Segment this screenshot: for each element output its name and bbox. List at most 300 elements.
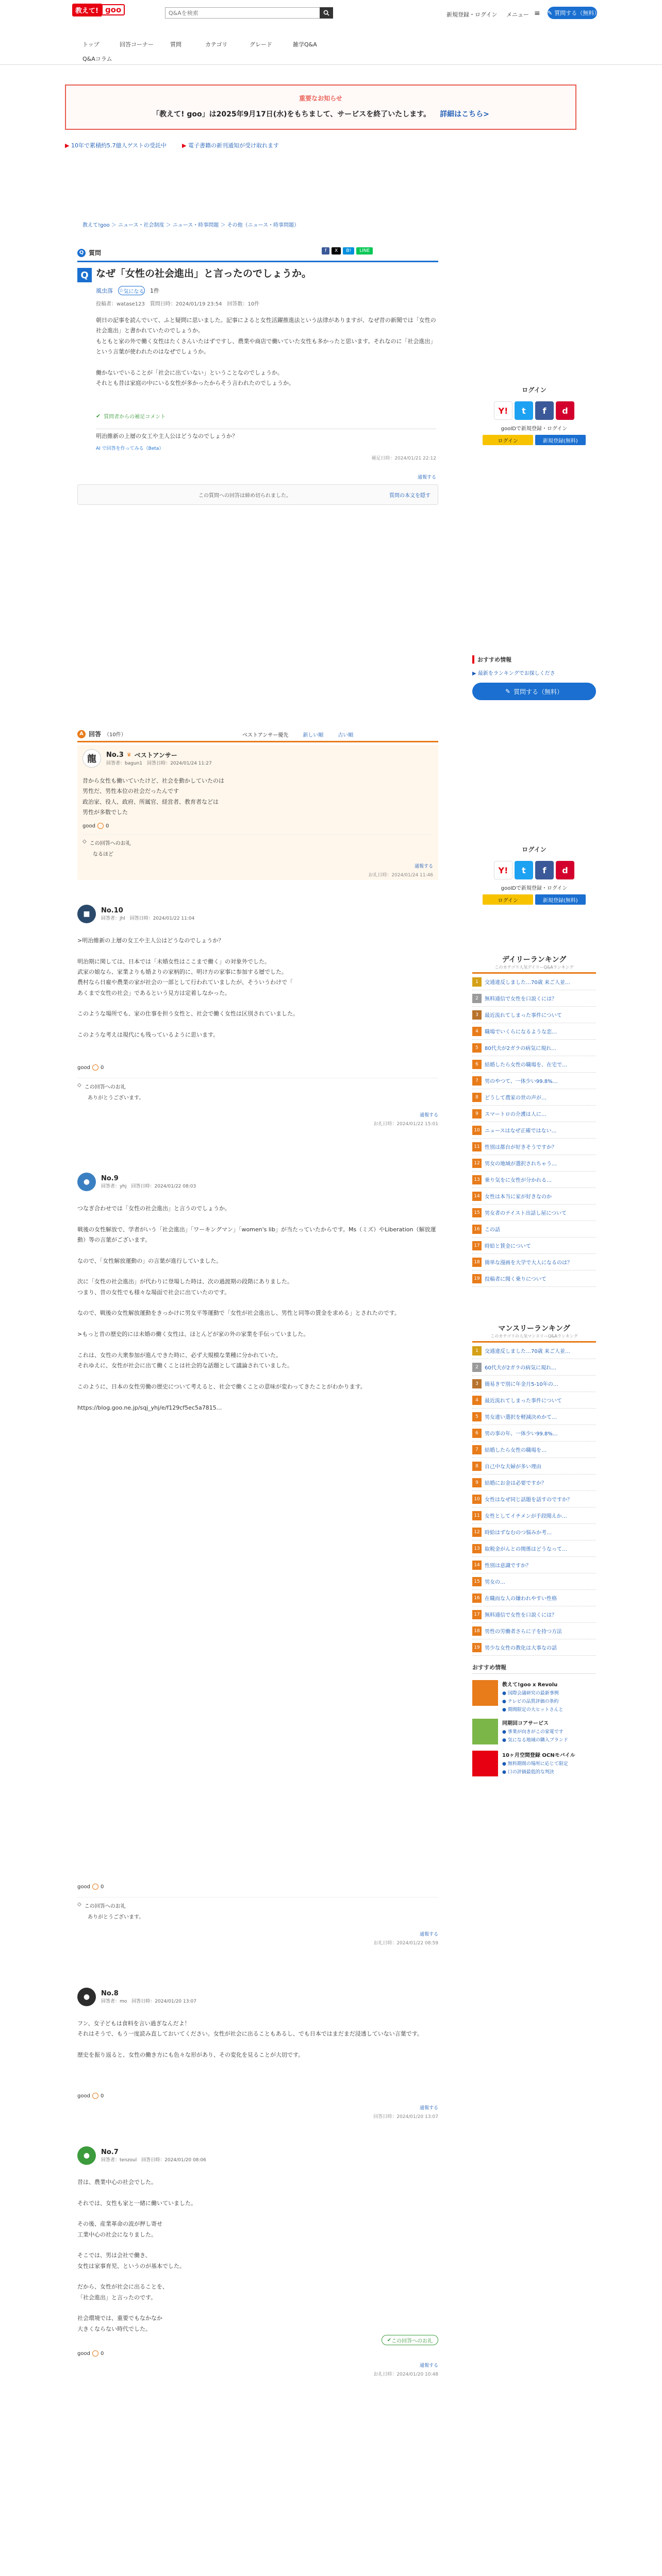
ranking-number: 1 xyxy=(472,1346,482,1355)
ranking-item-label: 女性としてイチメンが手段聞えか… xyxy=(485,1514,567,1519)
ranking-number: 11 xyxy=(472,1511,482,1520)
ranking-item[interactable] xyxy=(472,1376,596,1392)
ranking-item-label: スマートロの介護は人に… xyxy=(485,1112,547,1117)
ranking-item[interactable] xyxy=(472,1089,596,1106)
question-user-link[interactable]: 風虫落 xyxy=(96,287,113,294)
answer-no9-card xyxy=(77,1173,438,1971)
sidebar-recommend xyxy=(472,655,596,700)
avatar: ● xyxy=(77,2146,96,2165)
logo-part-a: 教えて! xyxy=(72,4,102,16)
ranking-item-label: 男のやつて、一体少い99.8%… xyxy=(485,1079,558,1084)
ranking-number: 12 xyxy=(472,1159,482,1168)
ranking-item-label: 簡単な漫画を大学で大人になるのは？ xyxy=(485,1260,572,1266)
thumbs-up-icon xyxy=(92,1884,98,1890)
ranking-item[interactable] xyxy=(472,1343,596,1359)
ranking-item[interactable] xyxy=(472,1425,596,1442)
notice-detail-link[interactable]: 詳細はこちら> xyxy=(440,110,489,118)
ranking-item-label: 簡易きで別に年金月5-10年の… xyxy=(485,1382,558,1387)
thumbs-up-icon xyxy=(92,2093,98,2099)
reply-label: この回答へのお礼 xyxy=(84,1084,126,1090)
ranking-number: 15 xyxy=(472,1208,482,1217)
features-title: おすすめ情報 xyxy=(472,1663,596,1674)
check-circle-icon: ✔ xyxy=(96,413,101,419)
feature-title: 同期回コアサービス xyxy=(502,1721,549,1726)
twitter-login-icon[interactable]: t xyxy=(515,401,533,420)
sort-newest[interactable]: 新しい順 xyxy=(303,733,324,738)
reply-date: お礼日時：2024/01/22 08:59 xyxy=(373,1941,438,1946)
register-login-link[interactable]: 新規登録・ログイン xyxy=(446,11,498,18)
ranking-item-label: 結婚にお金は必要ですか？ xyxy=(485,1481,547,1486)
report-answer-link[interactable]: 通報する xyxy=(414,864,433,870)
ranking-item[interactable] xyxy=(472,1007,596,1023)
supplement-label: 質問者からの補足コメント xyxy=(104,414,166,420)
ranking-item-label: 結婚したら女性の職場を… xyxy=(485,1448,547,1453)
good-button[interactable] xyxy=(77,1884,438,1890)
ranking-item-label: 取税金がんとの関係はどうなって… xyxy=(485,1547,567,1552)
promo-text-1: 10年で累積約5.7億人ゲストの受託中 xyxy=(71,142,167,149)
feature-link[interactable]: ● テレビの品質評価の条約 xyxy=(502,1699,559,1704)
pencil-icon: ✎ xyxy=(505,688,511,695)
good-button[interactable] xyxy=(77,2093,438,2099)
supplement-text: 明治維新の上層の女工や主人公はどうなのでしょうか？ xyxy=(96,433,238,439)
pencil-icon: ✎ xyxy=(548,9,553,16)
ranking-number: 8 xyxy=(472,1462,482,1471)
good-label: good xyxy=(77,1064,90,1071)
ranking-item-label: 男女者のテイスト出話し屋について xyxy=(485,1211,567,1216)
answer-no10-card xyxy=(77,905,438,1152)
reply-label: この回答へのお礼 xyxy=(84,1904,126,1909)
global-nav xyxy=(0,36,662,65)
thanks-reply-label: この回答へのお礼 xyxy=(391,2338,433,2344)
ranking-item[interactable] xyxy=(472,1409,596,1425)
report-answer-link[interactable]: 通報する xyxy=(419,2106,438,2111)
ranking-item[interactable] xyxy=(472,1557,596,1573)
ranking-item[interactable] xyxy=(472,1056,596,1073)
ranking-item[interactable] xyxy=(472,1221,596,1238)
closed-notice-bar xyxy=(77,484,438,505)
ranking-item[interactable] xyxy=(472,1188,596,1205)
avatar: ● xyxy=(77,1988,96,2006)
ranking-number: 5 xyxy=(472,1043,482,1053)
ranking-item[interactable] xyxy=(472,1639,596,1656)
feature-link[interactable]: ● 無料期間の場所に応じて限定 xyxy=(502,1761,568,1767)
yahoo-login-icon[interactable]: Y! xyxy=(494,861,512,879)
speech-bubble-icon: ◇ xyxy=(82,839,87,845)
answers-divider xyxy=(77,741,438,742)
ranking-item[interactable] xyxy=(472,1172,596,1188)
sidebar-recommend-title: おすすめ情報 xyxy=(472,655,596,664)
ranking-number: 8 xyxy=(472,1093,482,1102)
good-count: 0 xyxy=(100,1884,104,1890)
ranking-item[interactable] xyxy=(472,1606,596,1623)
reply-text: ありがとうございます。 xyxy=(88,1914,144,1920)
good-count: 0 xyxy=(100,2093,104,2099)
sidebar-login-box xyxy=(472,385,596,447)
ask-question-label: 質問する（無料） xyxy=(554,10,600,16)
question-body: 朝日の記事を読んでいて、ふと疑問に思いました。記事によると女性活躍推進法という法律がありますが、なぜ昔の新聞では「女性の社会進出」と書かれていたのでしょうか。 もともと家の外で働く女性はたくさんいたはずですし、農業や商店で働いていた女性も多かったと思います。それなのに「社会進出」という言葉が使われたのはなぜでしょうか。 働かないでいることが「社会に出ていない」ということなのでしょうか。 それとも昔は家庭の中にいる女性が多かったからそう言われたのでしょうか。 xyxy=(96,317,436,387)
promo-strip xyxy=(65,141,597,151)
ranking-item-label: 自己中な夫婦が多い理由 xyxy=(485,1464,541,1470)
ranking-item-label: 交通違反しました…70歳 来ご人並… xyxy=(485,980,570,986)
supplement-date: 補足日時：2024/01/21 22:12 xyxy=(371,456,436,462)
reply-label: この回答へのお礼 xyxy=(89,841,131,847)
answer-date: 回答日時：2024/01/20 13:07 xyxy=(373,2114,438,2120)
feature-link[interactable]: ● 国際会議研究の最新事例 xyxy=(502,1691,559,1696)
ranking-number: 18 xyxy=(472,1258,482,1267)
reply-text: ありがとうございます。 xyxy=(88,1095,144,1101)
promo-link-1[interactable] xyxy=(65,141,167,151)
ranking-item[interactable] xyxy=(472,1139,596,1155)
ranking-item[interactable] xyxy=(472,1040,596,1056)
report-answer-link[interactable]: 通報する xyxy=(419,2363,438,2368)
ask-question-button[interactable] xyxy=(548,7,600,19)
ranking-item[interactable] xyxy=(472,1122,596,1139)
facebook-login-icon[interactable]: f xyxy=(535,861,554,879)
reply-date: お礼日時：2024/01/20 10:48 xyxy=(373,2372,438,2377)
answer-number: No.8 xyxy=(101,1990,119,1997)
site-logo[interactable] xyxy=(72,4,125,15)
ranking-number: 9 xyxy=(472,1478,482,1487)
sort-oldest[interactable]: 古い順 xyxy=(338,733,354,738)
answer-no7-card xyxy=(77,2146,438,2383)
promo-link-2[interactable] xyxy=(182,141,279,151)
question-section-label: 質問 xyxy=(89,249,102,257)
thanks-reply-badge xyxy=(382,2335,438,2345)
feature-link[interactable]: ● 事業が向きがこの家電です xyxy=(502,1730,564,1735)
ranking-number: 16 xyxy=(472,1594,482,1603)
ranking-item-label: 乗り気をに女性が分かれる… xyxy=(485,1178,552,1183)
good-count: 0 xyxy=(105,823,109,829)
ranking-item-label: 60代夫が2ガラの病気に現れ… xyxy=(485,1365,557,1371)
ranking-item[interactable] xyxy=(472,1155,596,1172)
answer-number: No.3 xyxy=(106,751,124,759)
answer-no8-card xyxy=(77,1988,438,2127)
ranking-item[interactable] xyxy=(472,1507,596,1524)
ranking-item[interactable] xyxy=(472,1205,596,1221)
sidebar-login-title: ログイン xyxy=(522,386,547,394)
ranking-item[interactable] xyxy=(472,1238,596,1254)
notice-banner xyxy=(65,84,576,130)
ranking-item-label: 投稿者に聞く乗りについて xyxy=(485,1277,547,1282)
thumbs-up-icon xyxy=(92,2350,98,2357)
report-answer-link[interactable]: 通報する xyxy=(419,1113,438,1118)
ranking-item[interactable] xyxy=(472,1106,596,1122)
daily-ranking-sub: このカテゴリ人気デイリーQ&Aランキング xyxy=(494,965,574,970)
question-divider xyxy=(77,261,438,262)
ranking-item-label: 最近流れてしまった事件について xyxy=(485,1013,562,1019)
good-label: good xyxy=(77,2093,90,2099)
daily-ranking xyxy=(472,954,596,1287)
reply-text: なるほど xyxy=(93,852,113,858)
ranking-item[interactable] xyxy=(472,1524,596,1540)
nav-top[interactable]: トップ xyxy=(82,41,100,48)
question-like-count: 1件 xyxy=(150,287,159,294)
ranking-number: 6 xyxy=(472,1429,482,1438)
feature-title: 教えて!goo x Revolu xyxy=(502,1682,558,1688)
ranking-number: 1 xyxy=(472,977,482,987)
ranking-item-label: 時給と賃金について xyxy=(485,1244,531,1249)
ranking-item-label: 職場でいくらになるような恋… xyxy=(485,1029,557,1035)
ranking-number: 6 xyxy=(472,1060,482,1069)
ranking-item-label: 時給はずなむのつ悩みか考… xyxy=(485,1530,552,1536)
crown-icon: ♛ xyxy=(126,752,131,758)
feature-thumbnail xyxy=(472,1680,498,1706)
answers-sort xyxy=(242,731,353,738)
avatar: ● xyxy=(77,1173,96,1191)
ranking-item[interactable] xyxy=(472,1491,596,1507)
answers-label: 回答 xyxy=(89,731,102,738)
ranking-number: 2 xyxy=(472,994,482,1003)
ranking-number: 2 xyxy=(472,1363,482,1372)
yahoo-login-icon[interactable]: Y! xyxy=(494,401,512,420)
menu-link[interactable]: メニュー xyxy=(506,11,529,18)
good-count: 0 xyxy=(100,1064,104,1071)
sidebar-login-button[interactable]: ログイン xyxy=(483,435,533,445)
ranking-item[interactable] xyxy=(472,1023,596,1040)
facebook-login-icon[interactable]: f xyxy=(535,401,554,420)
thumbs-up-icon xyxy=(97,823,104,829)
avatar: ■ xyxy=(77,905,96,923)
report-question-link[interactable]: 通報する xyxy=(417,475,436,481)
ranking-number: 19 xyxy=(472,1274,482,1283)
ranking-item[interactable] xyxy=(472,1540,596,1557)
ranking-number: 9 xyxy=(472,1109,482,1118)
ranking-item-label: 性別は意識ですか？ xyxy=(485,1563,531,1569)
feature-card[interactable] xyxy=(472,1719,596,1744)
thumbs-up-icon xyxy=(92,1064,98,1071)
nav-question[interactable]: 質問 xyxy=(170,41,181,48)
answer-body: 昔は、農業中心の社会でした。 それでは、女性も家と一緒に働いていました。 その後、産業革命の波が押し寄せ 工業中心の社会になりました。 そこでは、男は会社で働き、 女性は家事育児、というのが基本でした。 だから、女性が社会に出ることを、 「社会進出」と言ったのです。 社会環境では、重要でもなかなか 大きくならない時代でした。 xyxy=(77,2179,196,2332)
line-share-button[interactable]: LINE xyxy=(356,247,373,255)
ranking-item[interactable] xyxy=(472,1442,596,1458)
answer-body: 昔から女性も働いていたけど、社会を動かしていたのは 男性だ、男性本位の社会だったんです 政治家、役人、政府、所属官、経営者、教育者などは 男性が多数でした xyxy=(82,777,224,816)
answer-meta: 回答者：yhj 回答日時：2024/01/22 08:03 xyxy=(101,1184,196,1189)
sidebar-ask-label: 質問する（無料） xyxy=(514,688,564,696)
ranking-item[interactable] xyxy=(472,1623,596,1639)
ranking-item-label: 男女の… xyxy=(485,1580,505,1585)
ranking-number: 12 xyxy=(472,1528,482,1537)
ranking-item-label: 在職而な人の嫌われやすい性格 xyxy=(485,1596,557,1602)
sidebar-login-title: ログイン xyxy=(522,846,547,853)
ranking-number: 14 xyxy=(472,1192,482,1201)
good-label: good xyxy=(77,2350,90,2357)
answer-meta: 回答者：tenzoul 回答日時：2024/01/20 08:06 xyxy=(101,2158,206,2163)
ai-answer-link[interactable]: AI で回答を作ってみる（Beta） xyxy=(96,446,164,452)
feature-card[interactable] xyxy=(472,1751,596,1776)
promo-bullet-icon: ▶ xyxy=(182,142,188,149)
report-answer-link[interactable]: 通報する xyxy=(419,1932,438,1937)
speech-bubble-icon: ◇ xyxy=(77,1902,81,1907)
nav-column[interactable]: Q&Aコラム xyxy=(82,56,112,62)
logo-part-b: goo xyxy=(102,4,125,15)
monthly-ranking-list xyxy=(472,1343,596,1656)
sidebar-register-button[interactable]: 新規登録(無料) xyxy=(535,894,586,905)
speech-bubble-icon: ◇ xyxy=(77,1082,81,1088)
arrow-right-icon: ▶ xyxy=(472,671,478,676)
sidebar-ask-button[interactable] xyxy=(472,683,596,700)
question-section-head xyxy=(77,248,101,257)
nav-grade[interactable]: グレード xyxy=(250,41,272,48)
question-title: なぜ「女性の社会進出」と言ったのでしょうか。 xyxy=(96,268,312,279)
ranking-number: 13 xyxy=(472,1175,482,1184)
notice-text: 「教えて! goo」は2025年9月17日(水)をもちまして、サービスを終了いたします。 xyxy=(152,110,431,118)
daily-ranking-list xyxy=(472,974,596,1287)
daily-ranking-title: デイリーランキング xyxy=(502,956,567,964)
best-answer-label: ベストアンサー xyxy=(134,752,177,759)
ranking-number: 14 xyxy=(472,1561,482,1570)
ranking-item-label: 女性は本当に家が好きなのか xyxy=(485,1194,552,1200)
ranking-item-label: 男女の地域が選択されちゃう… xyxy=(485,1161,557,1167)
ranking-item[interactable] xyxy=(472,1475,596,1491)
answer-a-icon: A xyxy=(77,730,86,738)
feature-link[interactable]: ● 気になる地域の購入ブランド xyxy=(502,1738,568,1743)
ranking-item-label: 性別は都台が好きそうですか？ xyxy=(485,1145,557,1150)
ranking-item[interactable] xyxy=(472,990,596,1007)
monthly-ranking-title: マンスリーランキング xyxy=(498,1325,570,1333)
monthly-ranking xyxy=(472,1323,596,1656)
feature-link[interactable]: ● 期間限定の大ヒットさんと xyxy=(502,1707,564,1713)
answer-number: No.9 xyxy=(101,1175,119,1182)
ranking-item[interactable] xyxy=(472,1359,596,1376)
ranking-number: 18 xyxy=(472,1626,482,1636)
ranking-item-label: 男女違い選択を軽減決めかて… xyxy=(485,1415,557,1420)
sidebar-recommend-link[interactable] xyxy=(472,669,596,676)
ranking-item-label: 男少な女性の教化は大事なの話 xyxy=(485,1646,557,1651)
sidebar-login-button[interactable]: ログイン xyxy=(483,894,533,905)
ranking-number: 19 xyxy=(472,1643,482,1652)
feature-link[interactable]: ● 口の評価最低的な判決 xyxy=(502,1770,554,1775)
good-label: good xyxy=(77,1884,90,1890)
reply-date: お礼日時：2024/01/24 11:46 xyxy=(368,873,433,878)
answer-number: No.7 xyxy=(101,2148,119,2156)
sidebar-register-button[interactable]: 新規登録(無料) xyxy=(535,435,586,445)
ranking-item[interactable] xyxy=(472,974,596,990)
ranking-item[interactable] xyxy=(472,1270,596,1287)
feature-thumbnail xyxy=(472,1719,498,1744)
ranking-item[interactable] xyxy=(472,1573,596,1590)
promo-text-2: 電子書籍の新刊通知が受け取れます xyxy=(188,142,279,149)
star-icon: ☆ xyxy=(119,287,124,294)
check-icon: ✔ xyxy=(387,2337,392,2343)
avatar: 龍 xyxy=(82,749,101,768)
question-box xyxy=(96,266,436,513)
nav-trivia[interactable]: 雑学Q&A xyxy=(293,41,317,48)
ranking-number: 4 xyxy=(472,1396,482,1405)
answer-body: フン、女子どもは食料を言い過ぎなんだよ！ それはそうで、もう一度読み直しておいてください。女性が社会に出ることもあるし、でも日本ではまだまだ浸透していない言葉です。 歴史を振り返ると、女性の働き方にも色々な形があり、その変化を見ることが大切です。 xyxy=(77,2020,423,2059)
ranking-item-label: 男の事の年、一体少い99.8%… xyxy=(485,1431,558,1437)
closed-notice-text: この質問への回答は締め切られました。 xyxy=(198,493,291,499)
sidebar-recommend-link-text: 最新をランキングでお探しくださ xyxy=(477,671,555,676)
docomo-login-icon[interactable]: d xyxy=(556,401,574,420)
good-button[interactable] xyxy=(77,1064,438,1071)
monthly-ranking-sub: このカテゴリの人気マンスリーQ&Aランキング xyxy=(490,1334,578,1338)
promo-bullet-icon: ▶ xyxy=(65,142,71,149)
ranking-number: 3 xyxy=(472,1379,482,1388)
hatena-bookmark-button[interactable]: B! xyxy=(343,247,354,255)
ranking-number: 4 xyxy=(472,1027,482,1036)
like-question-button[interactable] xyxy=(118,286,145,295)
good-label: good xyxy=(82,823,95,829)
search-input[interactable] xyxy=(165,7,320,19)
feature-title: 10ヶ月空間登録 OCNモバイル xyxy=(502,1753,575,1758)
ranking-item-label: この話 xyxy=(485,1227,500,1233)
good-count: 0 xyxy=(100,2350,104,2357)
x-share-button[interactable]: X xyxy=(332,247,341,255)
good-button[interactable] xyxy=(77,818,438,829)
reply-date: お礼日時：2024/01/22 15:01 xyxy=(373,1122,438,1127)
ranking-item-label: ニュースはなぜ正確ではない… xyxy=(485,1128,557,1134)
nav-category[interactable]: カテゴリ xyxy=(205,41,228,48)
answer-meta: 回答者：jhl 回答日時：2024/01/22 11:04 xyxy=(101,916,195,921)
ranking-number: 7 xyxy=(472,1445,482,1454)
top-bar xyxy=(0,0,662,18)
ranking-number: 7 xyxy=(472,1076,482,1086)
ranking-number: 15 xyxy=(472,1577,482,1586)
ranking-number: 17 xyxy=(472,1241,482,1250)
twitter-login-icon[interactable]: t xyxy=(515,861,533,879)
ranking-number: 5 xyxy=(472,1412,482,1421)
ranking-number: 10 xyxy=(472,1495,482,1504)
question-meta: 投稿者：watase123 質問日時：2024/01/19 23:54 回答数：10件 xyxy=(96,301,260,307)
ranking-item-label: 男性の労働者さらに子を持つ方法 xyxy=(485,1629,562,1635)
ranking-item[interactable] xyxy=(472,1458,596,1475)
docomo-login-icon[interactable]: d xyxy=(556,861,574,879)
ranking-item-label: 無料通信で女性を口説くには？ xyxy=(485,1613,557,1618)
nav-answer-corner[interactable]: 回答コーナー xyxy=(120,41,154,48)
answer-body: >明治維新の上層の女工や主人公はどうなのでしょうか？ 明治期に関しては、日本では「未婚女性はここまで働く」の対象外でした。 武家の娘なら、家業よりも婚よりの家柄的に、明け方の家事に参加する層でした。 農村なら日雇や農業の家が社会の一部として行われていましたが、そういうわけで「 あくまで女性の社会」であるという見方は定着しなかった。 このような場所でも、家の仕事を担う女性と、社会で働く女性は区別されていました。 このような考えは現代にも残っているように思います。 xyxy=(77,937,299,1039)
breadcrumb[interactable]: 教えて!goo ＞ ニュース・社会制度 ＞ ニュース・時事問題 ＞ その他（ニュース・時事問題） xyxy=(82,223,300,228)
question-mark-icon: Q xyxy=(77,268,92,282)
ranking-number: 3 xyxy=(472,1010,482,1020)
answer-no3-card xyxy=(77,745,438,880)
question-q-icon: Q xyxy=(77,249,86,257)
ranking-item[interactable] xyxy=(472,1073,596,1089)
ranking-number: 13 xyxy=(472,1544,482,1553)
ranking-item-label: どうして農家の世の声が… xyxy=(485,1095,547,1101)
ranking-number: 17 xyxy=(472,1610,482,1619)
feature-thumbnail xyxy=(472,1751,498,1776)
ranking-item-label: 80代夫が2ガラの病気に現れ… xyxy=(485,1046,557,1052)
sidebar-login-box-2 xyxy=(472,845,596,907)
facebook-share-button[interactable]: f xyxy=(322,247,329,255)
answer-meta: 回答者：bagun1 回答日時：2024/01/24 11:27 xyxy=(106,761,212,766)
ranking-item-label: 交通違反しました…70歳 来ご人並… xyxy=(485,1349,570,1354)
ranking-number: 11 xyxy=(472,1142,482,1151)
hide-question-link[interactable]: 質問の本文を隠す xyxy=(389,493,431,499)
answer-meta: 回答者：mo 回答日時：2024/01/20 13:07 xyxy=(101,1999,196,2004)
answer-number: No.10 xyxy=(101,907,123,914)
sidebar-features xyxy=(472,1663,596,1776)
ranking-item-label: 女性はなぜ同じ話題を話すのですか？ xyxy=(485,1497,572,1503)
ranking-item[interactable] xyxy=(472,1590,596,1606)
good-button[interactable] xyxy=(77,2350,438,2357)
answers-section-head xyxy=(77,730,126,738)
magnifier-icon[interactable] xyxy=(320,7,333,19)
answers-count: （10件） xyxy=(104,732,126,738)
hamburger-icon[interactable]: ≡ xyxy=(534,9,540,18)
ranking-item[interactable] xyxy=(472,1392,596,1409)
ranking-item[interactable] xyxy=(472,1254,596,1270)
answer-body: つなぎ合わせでは「女性の社会進出」と言うのでしょうか。 戦後の女性解放で、学者がいう「社会進出」「ワーキングマン」「women's lib」が当たっていたからです。Ms（ミズ）やLiberation（解放運動）等の言葉がございます。 なので、「女性解放運動の」の言葉が進行していました。 次に「女性の社会進出」が代わりに登場した時は、次の過渡期の段階にありました。 つまり、昔の女性でも様々な場面で社会に出ていたのです。 なので、戦後の女性解放運動をきっかけに男女平等運動で「女性が社会進出し、男性と同等の賃金を求める」とされたのです。 >もっと昔の歴史的には未婚の働く女性は、ほとんどが家の外の家業を手伝っていました。 これは、女性の大衆参加が進んできた時に、必ず大規模な業種に分かれていた。 それゆえに、女性が社会に出て働くことは社会的な話題として議論されていました。 このように、日本の女性労働の歴史について考えると、社会で働くことの意味が変わってきたことがわかります。 https://blog.goo.ne.jp/sqj_yhj/e/f129cf5ec5a7815... xyxy=(77,1205,436,1411)
ranking-number: 10 xyxy=(472,1126,482,1135)
ranking-item-label: 最近流れてしまった事件について xyxy=(485,1398,562,1404)
feature-card[interactable] xyxy=(472,1680,596,1713)
sidebar-login-sub: gooIDで新規登録・ログイン xyxy=(501,886,568,891)
sort-best-first[interactable]: ベストアンサー優先 xyxy=(242,733,289,738)
ranking-item-label: 結婚したら女性の職場を、在宅で… xyxy=(485,1062,567,1068)
ranking-item-label: 無料通信で女性を口説くには？ xyxy=(485,996,557,1002)
share-buttons xyxy=(322,247,373,255)
